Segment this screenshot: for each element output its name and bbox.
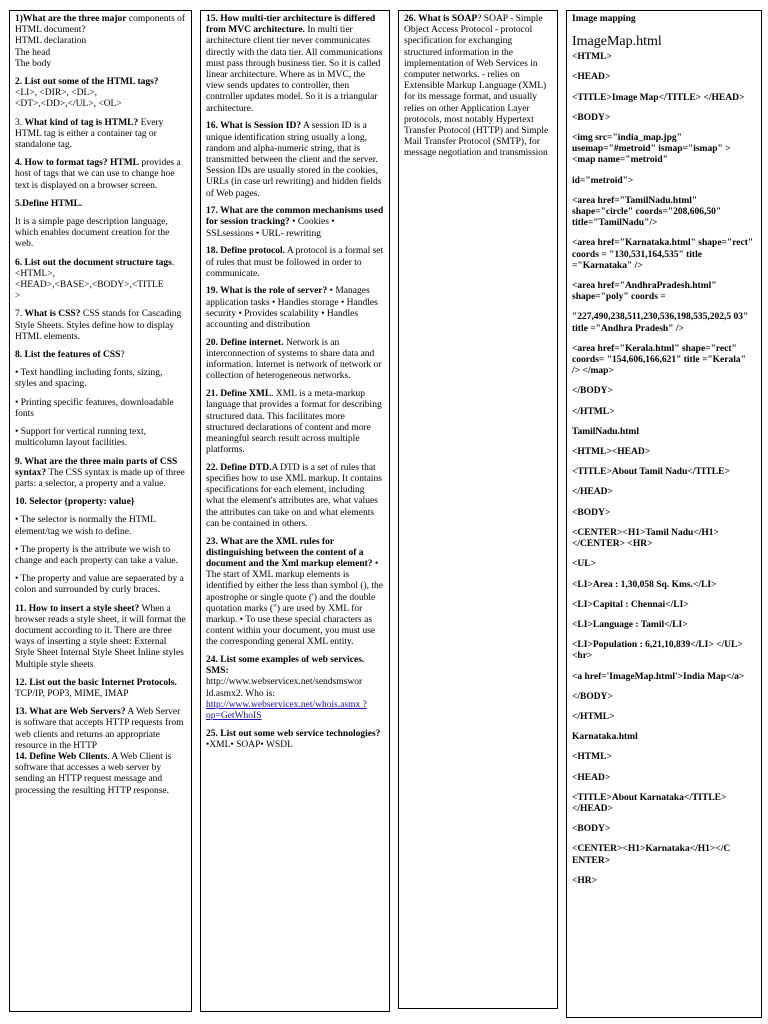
code-line: <LI>Population : 6,21,10,839</LI> </UL><hr> — [572, 640, 743, 662]
code-line: <HTML> — [572, 752, 612, 763]
qa-paragraph: 13. What are Web Servers? A Web Server is software that accepts HTTP requests from web clients and returns an appropriate resource in the HTTP 14. Define Web Clients. A Web Client is software that accesses a web server by sending an HTTP request message and processing the resulting HTTP response. — [15, 707, 184, 796]
column-3 — [398, 10, 558, 1009]
code-line: </HTML> — [572, 711, 615, 722]
column-4 — [566, 10, 762, 1018]
column-2 — [200, 10, 390, 1012]
code-line: <CENTER><H1>Tamil Nadu</H1></CENTER> <HR> — [572, 527, 719, 550]
qa-paragraph: 6. List out the document structure tags.<HTML>, <HEAD>,<BASE>,<BODY>,<TITLE > — [15, 257, 175, 302]
code-line: <area href="Kerala.html" shape="rect" coords= "154,606,166,621" title ="Kerala" /> </map> — [572, 343, 746, 377]
qa-paragraph: 5.Define HTML. — [15, 198, 83, 209]
qa-paragraph: • Support for vertical running text, multicolumn layout facilities. — [15, 427, 147, 449]
qa-paragraph: • The property is the attribute we wish to change and each property can take a value. — [15, 544, 178, 566]
code-line: <area href="AndhraPradesh.html" shape="poly" coords = — [572, 281, 717, 303]
code-line: <LI>Capital : Chennai</LI> — [572, 599, 689, 610]
code-line: <HR> — [572, 875, 598, 886]
web-service-link[interactable]: http://www.webservicex.net/whois.asmx ?op=GetWhoIS — [206, 699, 367, 722]
qa-paragraph: It is a simple page description language, which enables document creation for the web. — [15, 217, 170, 250]
qa-paragraph: 15. How multi-tier architecture is differed from MVC architecture. In multi tier architecture client tier never communicates directly with the data tier. All communications must pass through business tier. So it is called linear architecture. Where as in MVC, the view sends updates to controller, then controller updates model. So it is a triangular architecture. — [206, 14, 383, 114]
code-line: <a href='ImageMap.html'>India Map</a> — [572, 671, 745, 682]
column-1 — [9, 10, 192, 1012]
code-line: <area href="Karnataka.html" shape="rect" coords = "130,531,164,535" title ="Karnataka" /> — [572, 238, 754, 271]
code-line: <HTML><HEAD> — [572, 447, 651, 458]
code-line: <TITLE>About Karnataka</TITLE> </HEAD> — [572, 792, 727, 814]
code-line: <CENTER><H1>Karnataka</H1></C ENTER> — [572, 844, 731, 866]
code-line: <TITLE>About Tamil Nadu</TITLE> — [572, 467, 730, 478]
qa-paragraph: 7. What is CSS? CSS stands for Cascading Style Sheets. Styles define how to display HTML elements. — [15, 309, 182, 342]
code-line: id="metroid"> — [572, 175, 634, 186]
code-line: <BODY> — [572, 824, 611, 835]
code-line: "227,490,238,511,230,536,198,535,202,5 03" title ="Andhra Pradesh" /> — [572, 312, 749, 334]
qa-paragraph: 19. What is the role of server? • Manages application tasks • Handles storage • Handles security • Provides scalability • Handles accounting and distribution — [206, 286, 378, 331]
qa-paragraph: 26. What is SOAP? SOAP - Simple Object Access Protocol - protocol specification for exchanging structured information in the implementation of Web Services in computer networks. - relies on Extensible Markup Language (XML) for its message format, and usually relies on other Application Layer protocols, most notably Hypertext Transfer Protocol (HTTP) and Simple Mail Transfer Protocol (SMTP), for message negotiation and transmission — [404, 14, 549, 159]
code-line: <HEAD> — [572, 72, 611, 83]
qa-paragraph: 24. List some examples of web services. SMS: http://www.webservicex.net/sendsmswor ld.asmx2. Who is: http://www.webservicex.net/whois.asmx ?op=GetWhoIS — [206, 655, 367, 722]
qa-paragraph: 12. List out the basic Internet Protocols. TCP/IP, POP3, MIME, IMAP — [15, 677, 177, 699]
code-line: Karnataka.html — [572, 732, 638, 743]
code-line: <HEAD> — [572, 772, 611, 783]
code-line: <LI>Language : Tamil</LI> — [572, 619, 688, 630]
qa-paragraph: 11. How to insert a style sheet? When a browser reads a style sheet, it will format the document according to it. There are three ways of inserting a style sheet: External Style Sheet Internal Style Sheet Inline styles Multiple style sheets — [15, 603, 186, 670]
code-line: <TITLE>Image Map</TITLE> </HEAD> — [572, 92, 745, 103]
file-title: ImageMap.html — [572, 34, 662, 50]
code-line: <BODY> — [572, 112, 611, 123]
code-line: <area href="TamilNadu.html" shape="circle" coords="208,606,50" title="TamilNadu"/> — [572, 195, 722, 229]
qa-paragraph: 18. Define protocol. A protocol is a formal set of rules that must be followed in order to communicate. — [206, 246, 384, 279]
qa-paragraph: 3. What kind of tag is HTML? Every HTML tag is either a container tag or standalone tag. — [15, 117, 164, 151]
qa-paragraph: • The property and value are sepaerated by a colon and surrounded by curly braces. — [15, 574, 184, 596]
code-line: <LI>Area : 1,30,058 Sq. Kms.</LI> — [572, 579, 717, 590]
qa-paragraph: 25. List out some web service technologies? •XML• SOAP• WSDL — [206, 728, 381, 750]
code-line: </BODY> — [572, 691, 613, 702]
qa-paragraph: 9. What are the three main parts of CSS syntax? The CSS syntax is made up of three parts: a selector, a property and a value. — [15, 456, 185, 489]
code-line: </HTML> — [572, 406, 615, 417]
qa-paragraph: 22. Define DTD.A DTD is a set of rules that specifies how to use XML markup. It contains specifications for each element, including what the element's attributes are, what values the attributes can take on and what elements can be contained in others. — [206, 462, 382, 529]
qa-paragraph: • Text handling including fonts, sizing, styles and spacing. — [15, 368, 163, 390]
qa-paragraph: 20. Define internet. Network is an interconnection of systems to share data and information. Internet is network of network or collection of heterogeneous networks. — [206, 337, 382, 382]
section-heading: Image mapping — [572, 14, 636, 24]
code-line: </HEAD> — [572, 487, 613, 498]
qa-paragraph: • Printing specific features, downloadable fonts — [15, 397, 174, 419]
qa-paragraph: 4. How to format tags? HTML provides a host of tags that we can use to change hoe text is displayed on a browser screen. — [15, 158, 181, 191]
qa-paragraph: 1)What are the three major components of HTML document? HTML declaration The head The body — [15, 14, 186, 69]
qa-paragraph: 17. What are the common mechanisms used for session tracking? • Cookies • SSLsessions • URL- rewriting — [206, 206, 384, 239]
code-line: </BODY> — [572, 386, 613, 397]
qa-paragraph: 10. Selector {property: value} — [15, 497, 135, 508]
qa-paragraph: 2. List out some of the HTML tags? <LI>, <DIR>, <DL>, <DT>,<DD>,</UL>, <OL> — [15, 77, 159, 110]
qa-paragraph: 8. List the features of CSS? — [15, 350, 125, 361]
code-line: <BODY> — [572, 507, 611, 518]
code-line: <HTML> — [572, 52, 612, 63]
qa-paragraph: 21. Define XML. XML is a meta-markup language that provides a format for describing structured data. This facilitates more structured declarations of content and more meaningful search result across multiple platforms. — [206, 389, 382, 456]
qa-paragraph: 23. What are the XML rules for distinguishing between the content of a document and the Xml markup element? • The start of XML markup elements is identified by either the less than symbol (), the apostrophe or single quote (') and the double quotation marks (") are used by XML for markup. • To use these special characters as content within your document, you must use the corresponding general XML entity. — [206, 536, 384, 648]
code-line: TamilNadu.html — [572, 426, 639, 437]
code-line: <UL> — [572, 559, 597, 570]
qa-paragraph: • The selector is normally the HTML element/tag we wish to define. — [15, 515, 156, 537]
qa-paragraph: 16. What is Session ID? A session ID is a unique identification string usually a long, random and alpha-numeric string, that is transmitted between the client and the server. Session IDs are usually stored in the cookies, URLs (in case url rewriting) and hidden fields of Web pages. — [206, 121, 382, 199]
code-line: <img src="india_map.jpg" usemap="#metroid" ismap="ismap" > <map name="metroid" — [572, 133, 731, 166]
